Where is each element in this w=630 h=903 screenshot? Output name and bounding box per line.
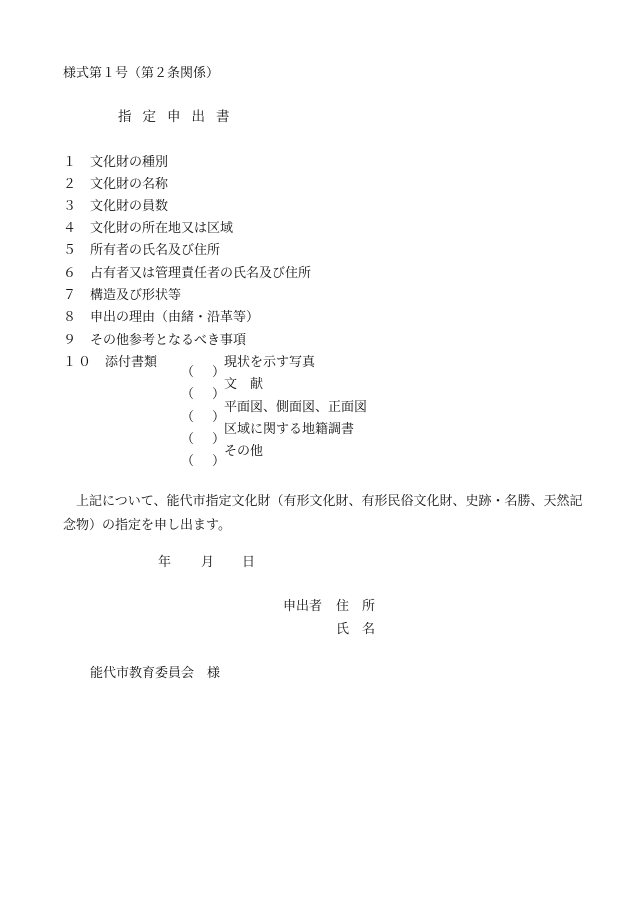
item-label: 文化財の種別 xyxy=(90,155,169,170)
attachment-option-label: 現状を示す写真 xyxy=(224,355,316,370)
item-number: ６ xyxy=(63,266,77,281)
attachment-option[interactable] xyxy=(181,400,368,425)
item-number: ７ xyxy=(63,288,77,303)
item-label: 文化財の所在地又は区域 xyxy=(90,221,234,236)
item-number: １ xyxy=(63,155,77,170)
item-number: ３ xyxy=(63,199,77,214)
attachments-label: 添付書類 xyxy=(105,355,158,370)
open-bracket: （ xyxy=(181,387,195,402)
document-title: 指定申出書 xyxy=(118,109,241,125)
attachment-option-label: その他 xyxy=(224,444,264,459)
attachment-option-label: 平面図、側面図、正面図 xyxy=(224,400,368,415)
item-number: ５ xyxy=(63,243,77,258)
attachment-option-label: 文 献 xyxy=(224,377,264,392)
item-number: ４ xyxy=(63,221,77,236)
item-label: 文化財の員数 xyxy=(90,199,169,214)
item-label: 構造及び形状等 xyxy=(90,288,182,303)
close-bracket: ） xyxy=(212,387,226,402)
attachment-option[interactable] xyxy=(181,377,264,402)
close-bracket: ） xyxy=(212,432,226,447)
open-bracket: （ xyxy=(181,365,195,380)
item-label: 占有者又は管理責任者の氏名及び住所 xyxy=(90,266,312,281)
item-label: 文化財の名称 xyxy=(90,177,169,192)
item-label: 所有者の氏名及び住所 xyxy=(90,243,221,258)
close-bracket: ） xyxy=(212,365,226,380)
date-year-field[interactable]: 年 xyxy=(158,555,172,570)
attachment-option[interactable] xyxy=(181,444,264,469)
statement-paragraph: 上記について、能代市指定文化財（有形文化財、有形民俗文化財、史跡・名勝、天然記念物）の指定を申し出ます。 xyxy=(63,494,583,533)
item-label: その他参考となるべき事項 xyxy=(90,333,247,348)
form-number: 様式第１号（第２条関係） xyxy=(63,66,220,81)
attachment-option-label: 区域に関する地籍調書 xyxy=(224,422,355,437)
close-bracket: ） xyxy=(212,454,226,469)
applicant-address-field[interactable]: 住所 xyxy=(336,599,389,614)
date-day-field[interactable]: 日 xyxy=(242,555,256,570)
item-number: ９ xyxy=(63,333,77,348)
item-number: ２ xyxy=(63,177,77,192)
attachment-option[interactable] xyxy=(181,355,316,380)
item-number: ８ xyxy=(63,310,77,325)
applicant-name-field[interactable]: 氏名 xyxy=(336,622,389,637)
attachment-option[interactable] xyxy=(181,422,355,447)
attachments-number: １０ xyxy=(63,355,94,370)
close-bracket: ） xyxy=(212,410,226,425)
open-bracket: （ xyxy=(181,432,195,447)
item-label: 申出の理由（由緒・沿革等） xyxy=(90,310,260,325)
applicant-label: 申出者 xyxy=(283,599,323,614)
addressee: 能代市教育委員会 様 xyxy=(90,666,221,681)
date-month-field[interactable]: 月 xyxy=(201,555,215,570)
open-bracket: （ xyxy=(181,454,195,469)
open-bracket: （ xyxy=(181,410,195,425)
